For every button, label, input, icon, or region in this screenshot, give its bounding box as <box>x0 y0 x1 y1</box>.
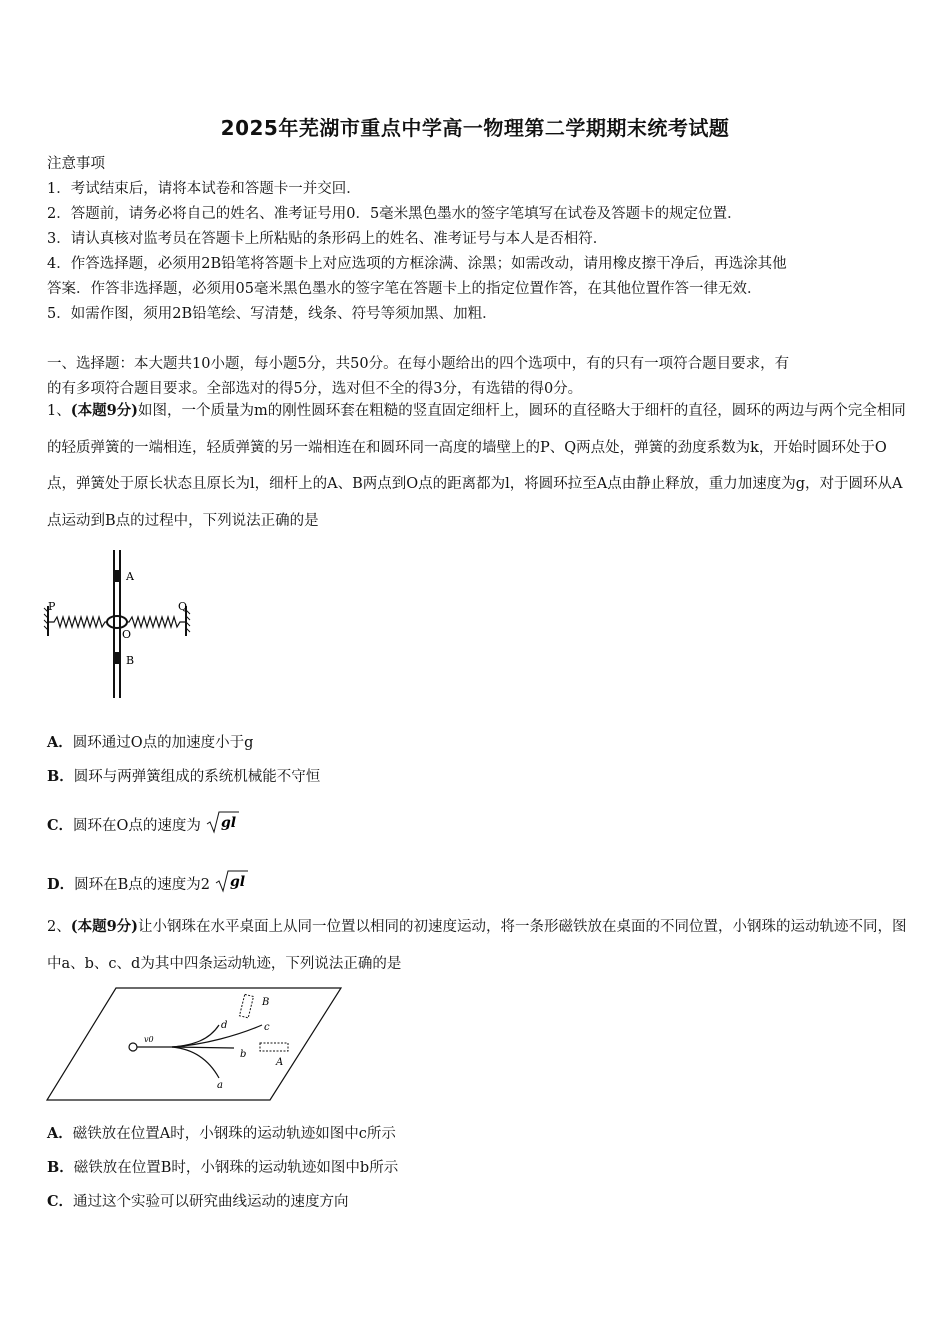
formula-gl: gl <box>230 874 246 890</box>
question-2-figure <box>44 985 344 1105</box>
q1-option-a[interactable]: A．圆环通过O点的加速度小于g <box>47 734 254 751</box>
label-Q: Q <box>178 600 188 613</box>
question-2-number: 2、 <box>47 919 71 935</box>
notice-item-2: 2．答题前，请务必将自己的姓名、准考证号用0．5毫米黑色墨水的签字笔填写在试卷及答题卡的规定位置． <box>47 206 742 222</box>
question-2-text <box>47 909 907 982</box>
label-B: B <box>126 654 135 667</box>
label-A: A <box>126 570 134 583</box>
question-1-text <box>47 393 907 539</box>
section-heading-line1: 一、选择题：本大题共10小题，每小题5分，共50分。在每小题给出的四个选项中，有的只有一项符合题目要求，有 <box>47 356 790 372</box>
steel-ball <box>129 1043 137 1051</box>
notice-heading: 注意事项 <box>47 156 105 172</box>
notice-item-1: 1．考试结束后，请将本试卷和答题卡一并交回． <box>47 181 361 197</box>
label-c: c <box>264 1022 270 1033</box>
question-2-score: (本题9分) <box>70 918 139 935</box>
ring <box>107 616 127 628</box>
question-1-number: 1、 <box>47 403 71 419</box>
trajectory-a <box>172 1047 219 1078</box>
q2-option-c[interactable]: C．通过这个实验可以研究曲线运动的速度方向 <box>47 1193 349 1210</box>
question-1-body: 如图，一个质量为m的刚性圆环套在粗糙的竖直固定细杆上，圆环的直径略大于细杆的直径，圆环的两边与两个完全相同的轻质弹簧的一端相连，轻质弹簧的另一端相连在和圆环同一高度的墙壁上的P、Q两点处，弹簧的劲度系数为k，开始时圆环处于O点，弹簧处于原长状态且原长为l，细杆上的A、B两点到O点的距离都为l，将圆环拉至A点由静止释放，重力加速度为g，对于圆环从A点运动到B点的过程中，下列说法正确的是 <box>47 403 906 529</box>
label-b: b <box>240 1049 247 1060</box>
label-a: a <box>217 1080 223 1091</box>
sqrt-sign-icon <box>206 810 240 834</box>
label-B: B <box>262 997 270 1008</box>
q2-option-a[interactable]: A．磁铁放在位置A时，小钢珠的运动轨迹如图中c所示 <box>47 1125 396 1142</box>
label-v0: v0 <box>144 1035 154 1044</box>
trajectory-b <box>172 1047 234 1048</box>
spring-right <box>126 617 186 627</box>
q2-option-b[interactable]: B．磁铁放在位置B时，小钢珠的运动轨迹如图中b所示 <box>47 1159 399 1176</box>
notice-item-3: 3．请认真核对监考员在答题卡上所粘贴的条形码上的姓名、准考证号与本人是否相符． <box>47 231 608 247</box>
notice-item-4-cont: 答案．作答非选择题，必须用05毫米黑色墨水的签字笔在答题卡上的指定位置作答，在其他位置作答一律无效． <box>47 281 762 297</box>
label-A: A <box>276 1057 284 1068</box>
label-d: d <box>221 1020 228 1031</box>
label-O: O <box>122 628 132 641</box>
section-heading-line2: 的有多项符合题目要求。全部选对的得5分，选对但不全的得3分，有选错的得0分。 <box>47 381 583 397</box>
formula-gl: gl <box>221 815 237 831</box>
spring-left <box>48 617 108 627</box>
question-1-score: (本题9分) <box>70 402 139 419</box>
q1-option-b[interactable]: B．圆环与两弹簧组成的系统机械能不守恒 <box>47 768 321 785</box>
magnet-A <box>260 1043 288 1051</box>
magnet-B <box>239 994 253 1018</box>
q1-option-d[interactable]: D．圆环在B点的速度为2 gl <box>47 869 249 894</box>
question-2-body: 让小钢珠在水平桌面上从同一位置以相同的初速度运动，将一条形磁铁放在桌面的不同位置，小钢珠的运动轨迹不同，图中a、b、c、d为其中四条运动轨迹，下列说法正确的是 <box>47 919 907 972</box>
mark-B <box>114 652 120 664</box>
q1-option-c[interactable]: C．圆环在O点的速度为 gl <box>47 810 240 835</box>
label-P: P <box>48 600 56 613</box>
notice-item-4: 4．作答选择题，必须用2B铅笔将答题卡上对应选项的方框涂满、涂黑；如需改动，请用橡皮擦干净后，再选涂其他 <box>47 256 787 272</box>
notice-item-5: 5．如需作图，须用2B铅笔绘、写清楚，线条、符号等须加黑、加粗． <box>47 306 497 322</box>
mark-A <box>114 570 120 582</box>
page-title: 2025年芜湖市重点中学高一物理第二学期期末统考试题 <box>220 116 730 140</box>
sqrt-sign-icon <box>215 869 249 893</box>
question-1-figure <box>40 548 200 703</box>
